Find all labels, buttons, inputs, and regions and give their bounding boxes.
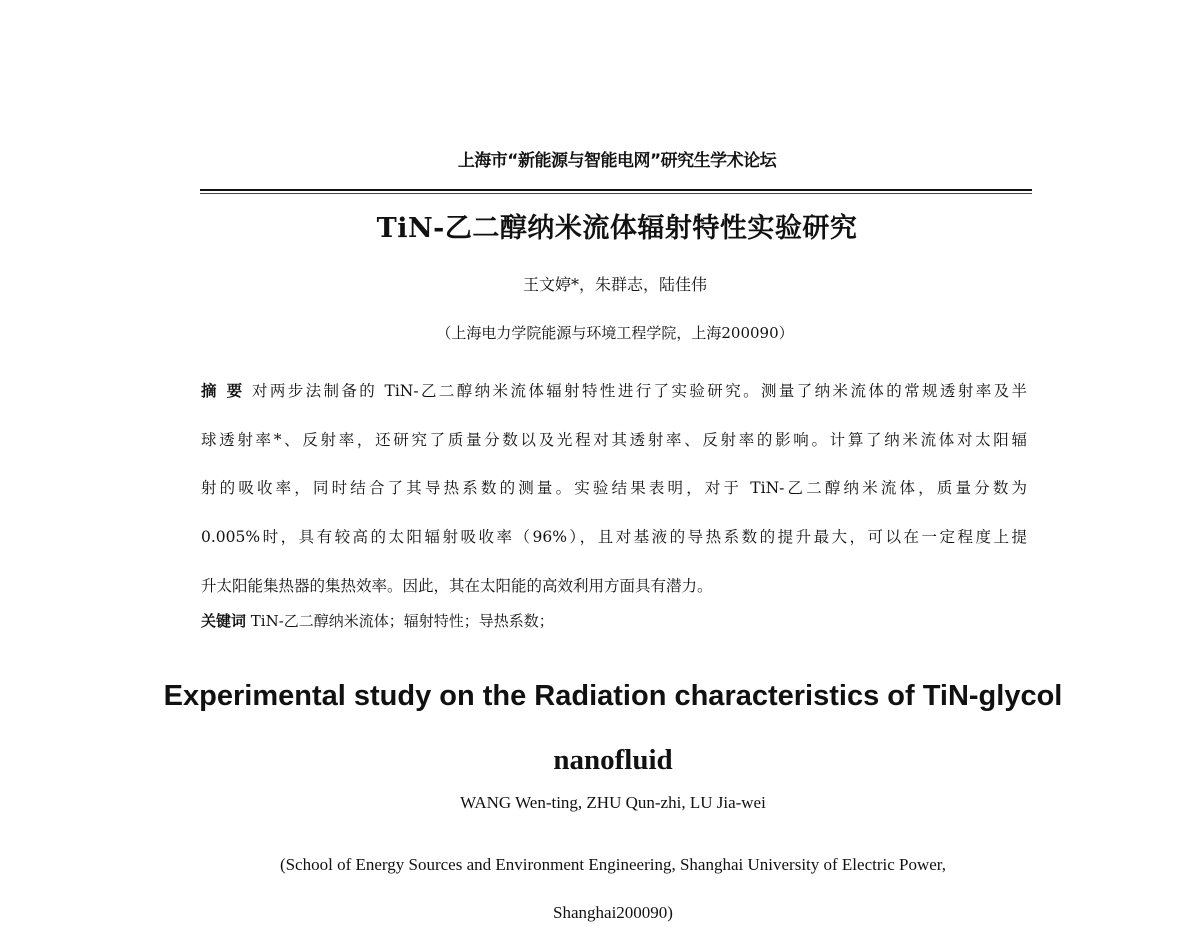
english-affiliation-line2: Shanghai200090) [553, 903, 673, 922]
abstract-line: 0.005%时，具有较高的太阳辐射吸收率（96%），且对基液的导热系数的提升最大，可以在一定程度上提 [201, 528, 1027, 547]
english-affiliation-line1: (School of Energy Sources and Environment Engineering, Shanghai University of Electric Power, [279, 855, 947, 874]
abstract-line: 球透射率*、反射率，还研究了质量分数以及光程对其透射率、反射率的影响。计算了纳米流体对太阳辐 [201, 430, 1027, 449]
chinese-keywords [201, 610, 1027, 631]
chinese-title: TiN-乙二醇纳米流体辐射特性实验研究 [376, 213, 858, 244]
english-affiliation [0, 841, 1200, 937]
abstract-line-text: 对两步法制备的 TiN-乙二醇纳米流体辐射特性进行了实验研究。测量了纳米流体的常规透射率及半 [251, 382, 1027, 400]
english-title [0, 664, 1200, 792]
keywords-text: TiN-乙二醇纳米流体；辐射特性；导热系数； [250, 612, 554, 630]
english-authors: WANG Wen-ting, ZHU Qun-zhi, LU Jia-wei [460, 793, 766, 812]
english-title-rest: study on the Radiation characteristics of TiN-glycol [345, 680, 1063, 712]
abstract-line: 射的吸收率，同时结合了其导热系数的测量。实验结果表明，对于 TiN-乙二醇纳米流体，质量分数为 [201, 479, 1027, 498]
header-rule-thin [200, 193, 1032, 194]
chinese-authors: 王文婷*，朱群志，陆佳伟 [522, 275, 707, 294]
keywords-label: 关键词 [201, 612, 247, 630]
chinese-abstract [201, 367, 1027, 611]
english-title-first-word: Experimental [163, 680, 346, 712]
english-title-line1 [0, 664, 1200, 728]
forum-header: 上海市“新能源与智能电网”研究生学术论坛 [457, 151, 777, 171]
english-title-line2: nanofluid [553, 744, 673, 776]
abstract-line: 升太阳能集热器的集热效率。因此，其在太阳能的高效利用方面具有潜力。 [201, 576, 713, 595]
chinese-affiliation: （上海电力学院能源与环境工程学院，上海200090） [436, 324, 794, 342]
header-rule [200, 189, 1032, 191]
abstract-label: 摘 要 [201, 382, 245, 400]
abstract-line [201, 367, 1027, 416]
